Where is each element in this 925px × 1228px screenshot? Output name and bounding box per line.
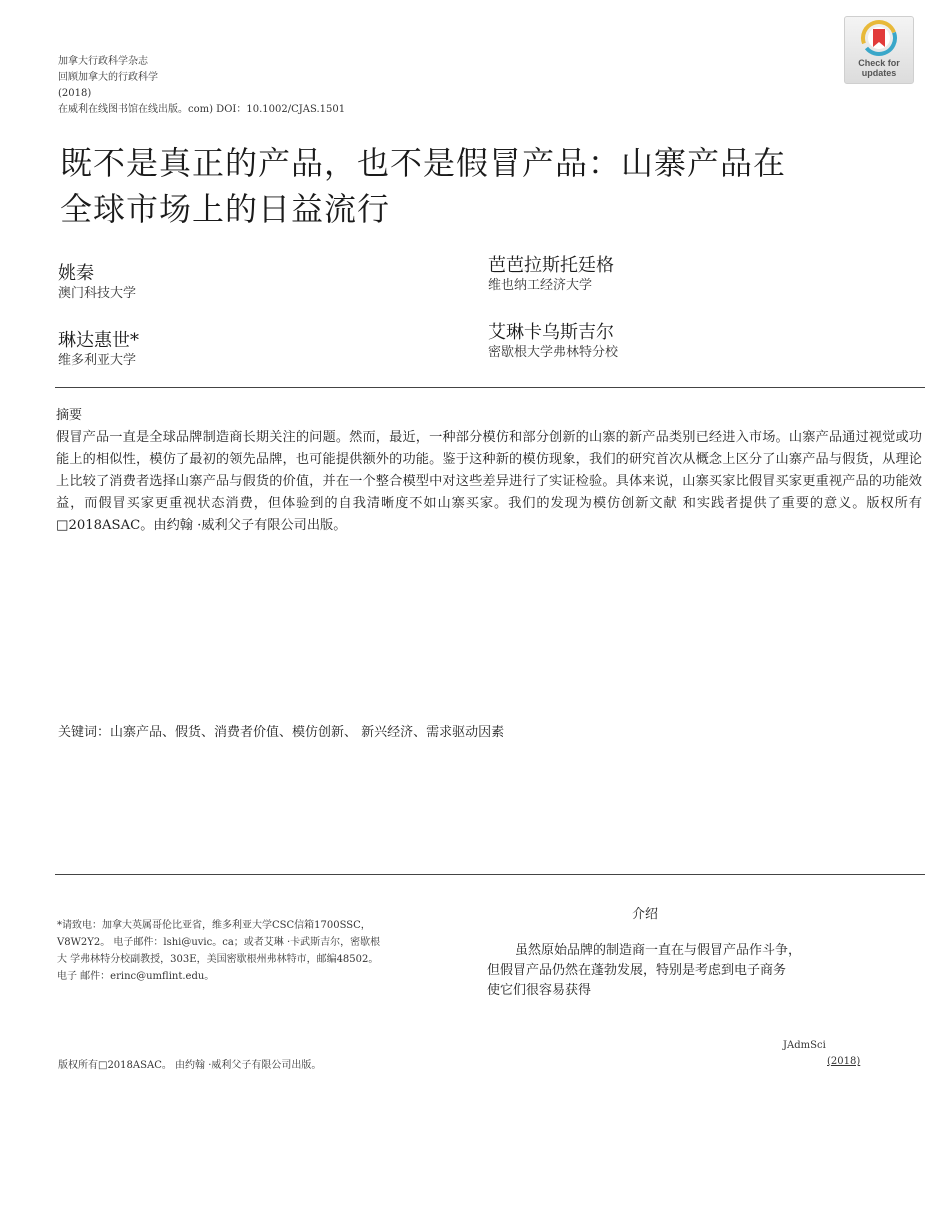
author-4 xyxy=(488,322,618,361)
footnote-line-3: 大 学弗林特分校副教授，303E，美国密歇根州弗林特市，邮编48502。 xyxy=(57,954,379,965)
author-affiliation: 澳门科技大学 xyxy=(58,286,137,301)
author-affiliation: 维多利亚大学 xyxy=(58,353,137,368)
journal-year: (2018) xyxy=(58,88,92,99)
intro-line-3: 使它们很容易获得 xyxy=(487,983,592,998)
journal-subtitle: 回顾加拿大的行政科学 xyxy=(58,72,158,83)
author-name: 艾琳卡乌斯吉尔 xyxy=(488,322,614,343)
journal-doi[interactable]: 在威利在线图书馆在线出版。com) DOI：10.1002/CJAS.1501 xyxy=(58,104,346,115)
intro-line-2: 但假冒产品仍然在蓬勃发展，特别是考虑到电子商务 xyxy=(487,963,787,978)
title-line-1: 既不是真正的产品，也不是假冒产品：山寨产品在 xyxy=(60,144,787,182)
abstract-text: 假冒产品一直是全球品牌制造商长期关注的问题。然而，最近，一种部分模仿和部分创新的山寨的新产品类别已经进入市场。山寨产品通过视觉或功能上的相似性，模仿了最初的领先品牌，也可能提供额外的功能。鉴于这种新的模仿现象，我们的研究首次从概念上区分了山寨产品与假货，从理论上比较了消费者选择山寨产品与假货的价值，并在一个整合模型中对这些差异进行了实证检验。具体来说，山寨买家比假冒买家更重视产品的功能效益，而假冒买家更重视状态消费，但体验到的自我清晰度不如山寨买家。我们的发现为模仿创新文献 和实践者提供了重要的意义。版权所有□2018ASAC。由约翰 ·威利父子有限公司出版。 xyxy=(56,430,922,533)
author-name: 琳达惠世* xyxy=(58,330,139,351)
check-for-updates-badge[interactable] xyxy=(844,16,914,84)
author-name: 姚秦 xyxy=(58,263,94,284)
introduction-heading: 介绍 xyxy=(632,907,659,922)
divider-bottom xyxy=(55,874,925,875)
footnote-line-2: V8W2Y2。 电子邮件：lshi@uvic。ca；或者艾琳 ·卡武斯吉尔，密歇根 xyxy=(57,937,381,948)
author-3 xyxy=(58,330,139,369)
abstract-label: 摘要 xyxy=(56,408,83,423)
author-2 xyxy=(488,255,614,294)
footnote-line-1: *请致电：加拿大英属哥伦比亚省，维多利亚大学CSC信箱1700SSC， xyxy=(57,920,371,931)
author-1 xyxy=(58,263,136,302)
title-line-2: 全球市场上的日益流行 xyxy=(60,190,391,228)
introduction-text xyxy=(487,941,867,1001)
intro-line-1: 虽然原始品牌的制造商一直在与假冒产品作斗争， xyxy=(515,943,802,958)
footnote-line-4: 电子 邮件：erinc@umflint.edu。 xyxy=(57,971,215,982)
footer-year: (2018) xyxy=(827,1056,861,1067)
check-for-updates-icon xyxy=(845,17,915,59)
journal-name: 加拿大行政科学杂志 xyxy=(58,56,148,67)
journal-info xyxy=(58,54,345,118)
article-title xyxy=(60,140,786,232)
check-for-updates-label: Check for updates xyxy=(858,58,900,78)
author-affiliation: 维也纳工经济大学 xyxy=(488,278,593,293)
divider-top xyxy=(55,387,925,388)
keywords: 关键词：山寨产品、假货、消费者价值、模仿创新、 新兴经济、需求驱动因素 xyxy=(58,725,505,740)
author-affiliation: 密歇根大学弗林特分校 xyxy=(488,345,619,360)
author-name: 芭芭拉斯托廷格 xyxy=(488,255,614,276)
corresponding-footnote xyxy=(57,917,437,985)
footer-copyright: 版权所有□2018ASAC。 由约翰 ·威利父子有限公司出版。 xyxy=(58,1060,322,1071)
footer-journal-abbrev: JAdmSci xyxy=(783,1040,826,1051)
